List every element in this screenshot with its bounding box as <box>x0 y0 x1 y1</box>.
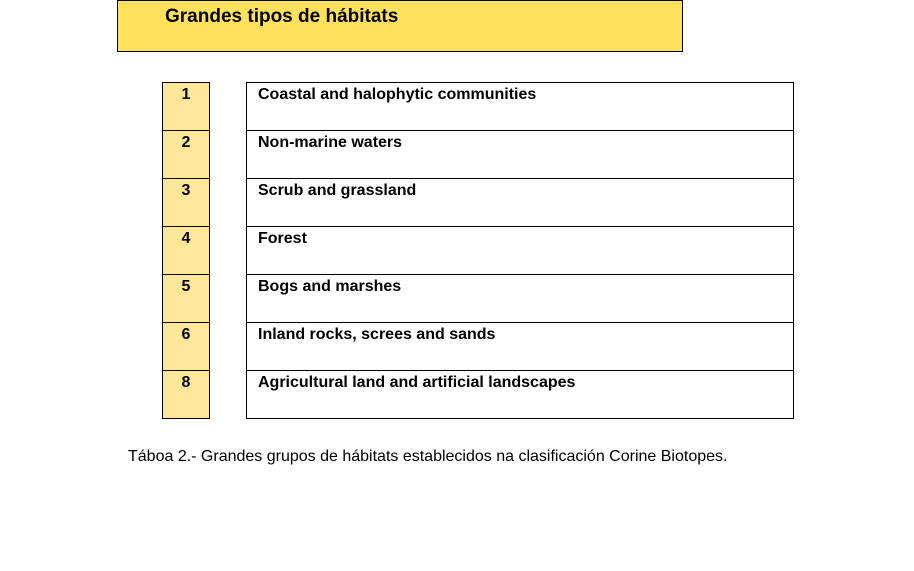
row-number: 2 <box>163 131 209 179</box>
row-number: 1 <box>163 83 209 131</box>
habitat-label: Inland rocks, screes and sands <box>247 323 793 371</box>
habitat-label: Bogs and marshes <box>247 275 793 323</box>
table-caption: Táboa 2.- Grandes grupos de hábitats establecidos na clasificación Corine Biotopes. <box>128 448 728 465</box>
number-column <box>162 82 210 419</box>
habitat-label: Non-marine waters <box>247 131 793 179</box>
row-number: 3 <box>163 179 209 227</box>
row-number: 8 <box>181 374 191 391</box>
habitat-label: Agricultural land and artificial landscapes <box>258 374 576 391</box>
description-column <box>246 82 794 419</box>
habitat-label: Scrub and grassland <box>247 179 793 227</box>
habitat-label: Coastal and halophytic communities <box>247 83 793 131</box>
row-number: 4 <box>163 227 209 275</box>
habitat-label: Forest <box>247 227 793 275</box>
row-number: 6 <box>163 323 209 371</box>
title-box <box>117 0 683 52</box>
page-title: Grandes tipos de hábitats <box>165 6 399 27</box>
row-number: 5 <box>163 275 209 323</box>
